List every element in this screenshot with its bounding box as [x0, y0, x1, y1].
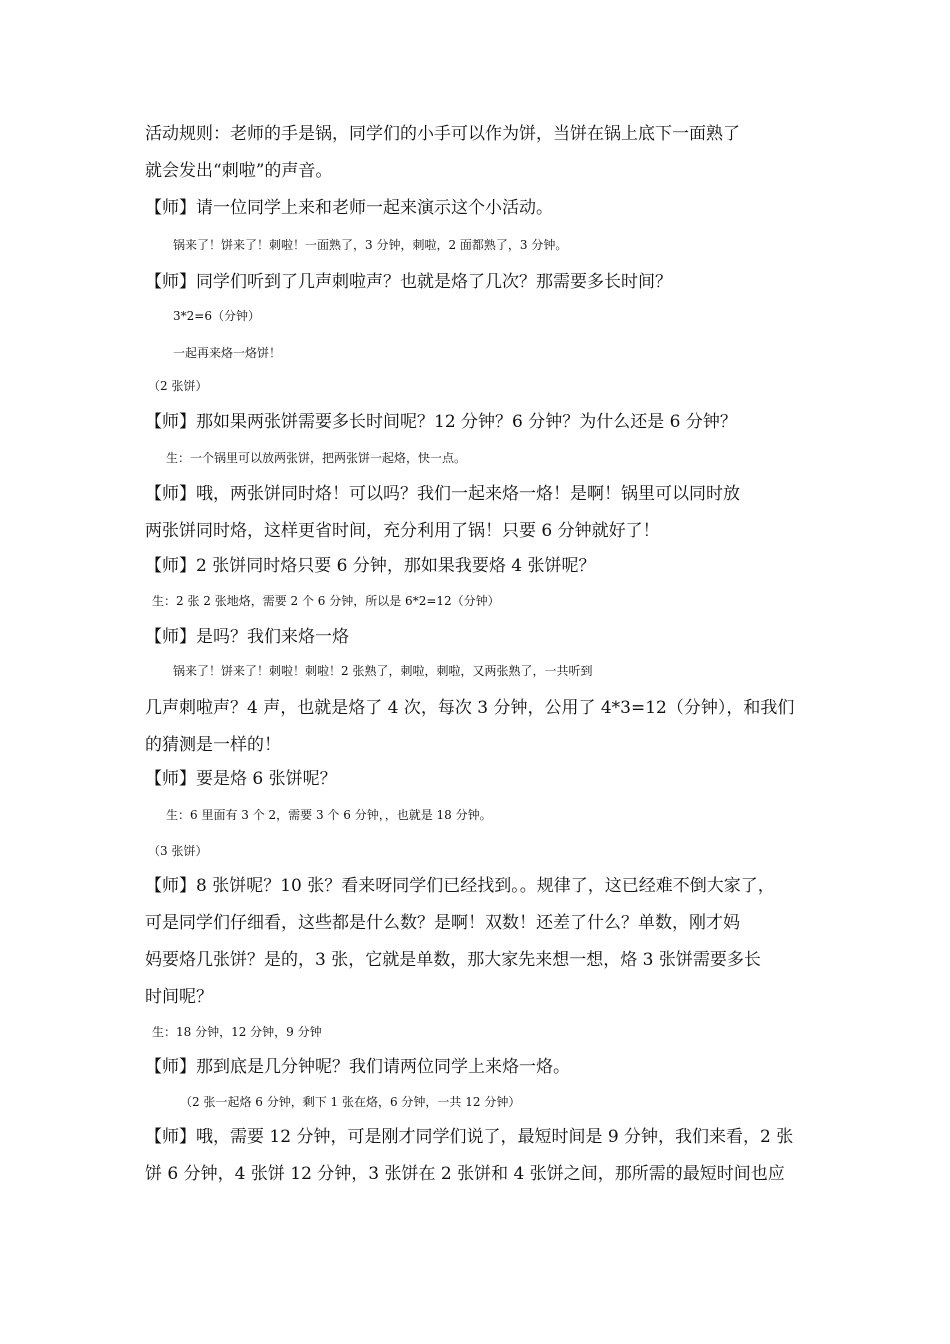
paragraph-line: 的猜测是一样的！ [145, 735, 281, 755]
paragraph-line: 就会发出“刺啦”的声音。 [145, 161, 333, 181]
formula-line: 3*2=6（分钟） [173, 309, 260, 323]
paragraph-line: 几声刺啦声？4 声，也就是烙了 4 次，每次 3 分钟，公用了 4*3=12（分钟），和我们 [145, 698, 795, 718]
student-line: 生：2 张 2 张地烙，需要 2 个 6 分钟，所以是 6*2=12（分钟） [152, 594, 500, 608]
teacher-line: 【师】同学们听到了几声刺啦声？也就是烙了几次？那需要多长时间？ [145, 272, 672, 292]
section-heading: （3 张饼） [148, 844, 208, 858]
teacher-line: 【师】8 张饼呢？10 张？看来呀同学们已经找到。。规律了，这已经难不倒大家了， [145, 876, 775, 896]
paragraph-line: 时间呢？ [145, 987, 213, 1007]
paragraph-line: 可是同学们仔细看，这些都是什么数？是啊！双数！还差了什么？单数，刚才妈 [145, 913, 740, 933]
teacher-line: 【师】是吗？我们来烙一烙 [145, 627, 349, 647]
paragraph-line: 活动规则：老师的手是锅，同学们的小手可以作为饼，当饼在锅上底下一面熟了 [145, 124, 740, 144]
narration-line: 一起再来烙一烙饼！ [173, 346, 282, 360]
paragraph-line: 饼 6 分钟，4 张饼 12 分钟，3 张饼在 2 张饼和 4 张饼之间，那所需的最短时间也应 [145, 1164, 785, 1184]
teacher-line: 【师】2 张饼同时烙只要 6 分钟，那如果我要烙 4 张饼呢？ [145, 556, 596, 576]
section-heading: （2 张饼） [148, 379, 208, 393]
teacher-line: 【师】那如果两张饼需要多长时间呢？12 分钟？6 分钟？为什么还是 6 分钟？ [145, 412, 737, 432]
student-line: 生：6 里面有 3 个 2，需要 3 个 6 分钟，，也就是 18 分钟。 [166, 808, 492, 822]
teacher-line: 【师】哦，需要 12 分钟，可是刚才同学们说了，最短时间是 9 分钟，我们来看，2 张 [145, 1127, 794, 1147]
student-line: 生：一个锅里可以放两张饼，把两张饼一起烙，快一点。 [166, 451, 467, 465]
narration-line: 锅来了！饼来了！刺啦！刺啦！2 张熟了，刺啦，刺啦，又两张熟了，一共听到 [173, 664, 593, 678]
paragraph-line: 妈要烙几张饼？是的，3 张，它就是单数，那大家先来想一想，烙 3 张饼需要多长 [145, 950, 761, 970]
narration-line: （2 张一起烙 6 分钟，剩下 1 张在烙，6 分钟，一共 12 分钟） [180, 1095, 521, 1109]
teacher-line: 【师】那到底是几分钟呢？我们请两位同学上来烙一烙。 [145, 1057, 570, 1077]
student-line: 生：18 分钟，12 分钟，9 分钟 [152, 1025, 322, 1039]
teacher-line: 【师】要是烙 6 张饼呢？ [145, 769, 337, 789]
paragraph-line: 两张饼同时烙，这样更省时间，充分利用了锅！只要 6 分钟就好了！ [145, 521, 660, 541]
teacher-line: 【师】请一位同学上来和老师一起来演示这个小活动。 [145, 198, 553, 218]
narration-line: 锅来了！饼来了！刺啦！一面熟了，3 分钟，刺啦，2 面都熟了，3 分钟。 [173, 238, 568, 252]
teacher-line: 【师】哦，两张饼同时烙！可以吗？我们一起来烙一烙！是啊！锅里可以同时放 [145, 484, 740, 504]
